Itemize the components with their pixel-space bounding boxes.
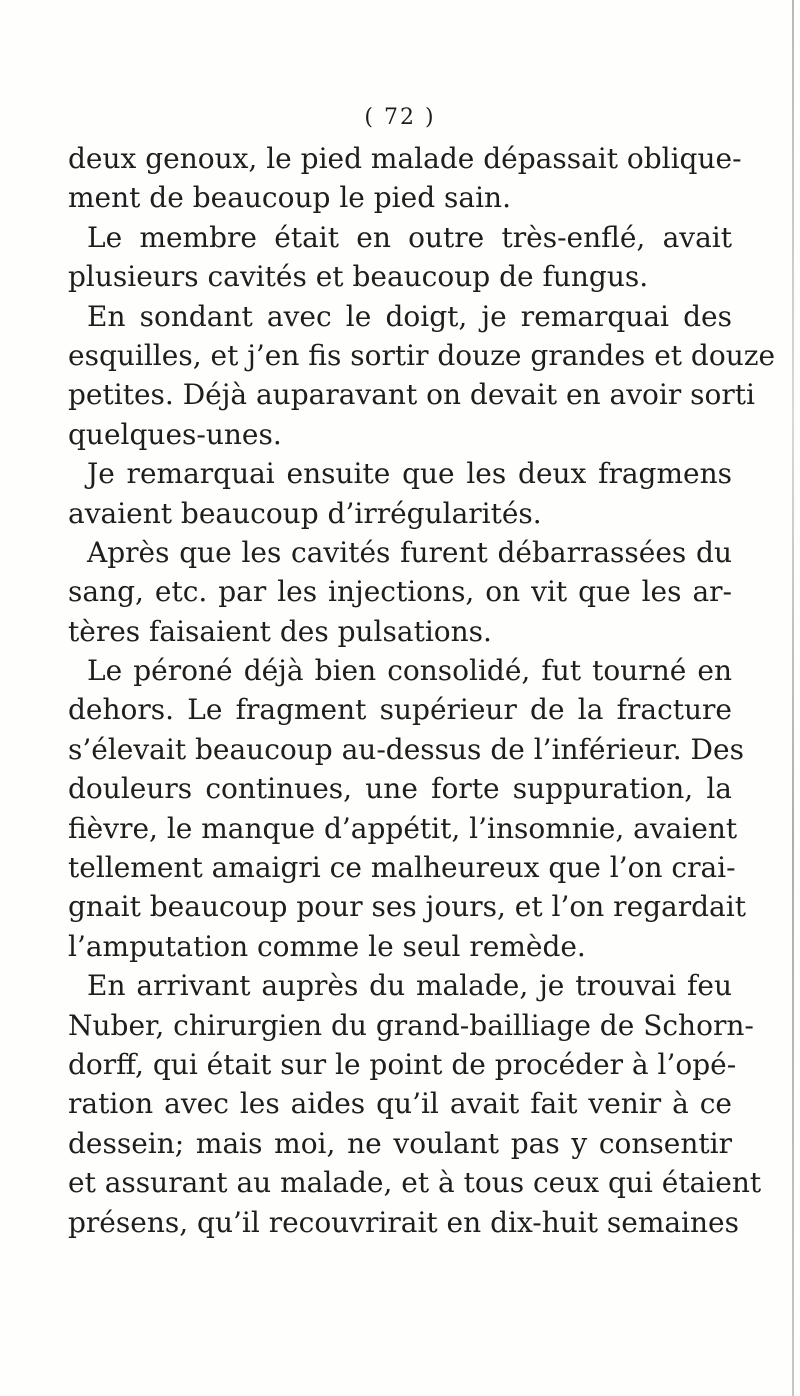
text-line: tères faisaient des pulsations. (68, 614, 492, 648)
text-line: petites. Déjà auparavant on devait en avoir sorti (68, 378, 755, 412)
text-line: présens, qu’il recouvrirait en dix-huit semaines (68, 1205, 739, 1239)
text-line: et assurant au malade, et à tous ceux qui étaient (68, 1166, 762, 1200)
text-line: En sondant avec le doigt, je remarquai des (87, 299, 732, 333)
text-line: esquilles, et j’en fis sortir douze grandes et douze (68, 338, 776, 372)
text-line: tellement amaigri ce malheureux que l’on crai- (68, 851, 736, 885)
text-line: l’amputation comme le seul remède. (68, 929, 586, 963)
text-line: gnait beaucoup pour ses jours, et l’on regardait (68, 890, 746, 924)
text-line: avaient beaucoup d’irrégularités. (68, 496, 542, 530)
text-line: Après que les cavités furent débarrassées du (87, 535, 732, 569)
text-line: douleurs continues, une forte suppuration, la (68, 772, 732, 806)
text-line: Je remarquai ensuite que les deux fragmens (87, 457, 732, 491)
text-line: En arrivant auprès du malade, je trouvai feu (87, 969, 732, 1003)
text-line: fièvre, le manque d’appétit, l’insomnie, avaient (68, 811, 738, 845)
text-line: Le péroné déjà bien consolidé, fut tourné en (87, 654, 732, 688)
text-line: ment de beaucoup le pied sain. (68, 181, 511, 215)
text-line: sang, etc. par les injections, on vit que les ar- (68, 575, 732, 609)
text-line: dessein; mais moi, ne voulant pas y consentir (68, 1126, 732, 1160)
text-line: dehors. Le fragment supérieur de la fracture (68, 693, 732, 727)
text-line: deux genoux, le pied malade dépassait oblique- (68, 142, 742, 175)
body-text (68, 139, 776, 1242)
text-line: s’élevait beaucoup au-dessus de l’inférieur. Des (68, 732, 744, 766)
text-line: quelques-unes. (68, 417, 282, 451)
text-line: Nuber, chirurgien du grand-bailliage de Schorn- (68, 1008, 754, 1042)
text-line: plusieurs cavités et beaucoup de fungus. (68, 260, 649, 294)
text-line: Le membre était en outre très-enflé, avait (87, 220, 732, 254)
text-line: ration avec les aides qu’il avait fait venir à ce (68, 1087, 732, 1121)
page-number: ( 72 ) (364, 105, 436, 130)
page-edge (792, 0, 794, 1396)
text-line: dorff, qui était sur le point de procéder à l’opé- (68, 1047, 737, 1081)
